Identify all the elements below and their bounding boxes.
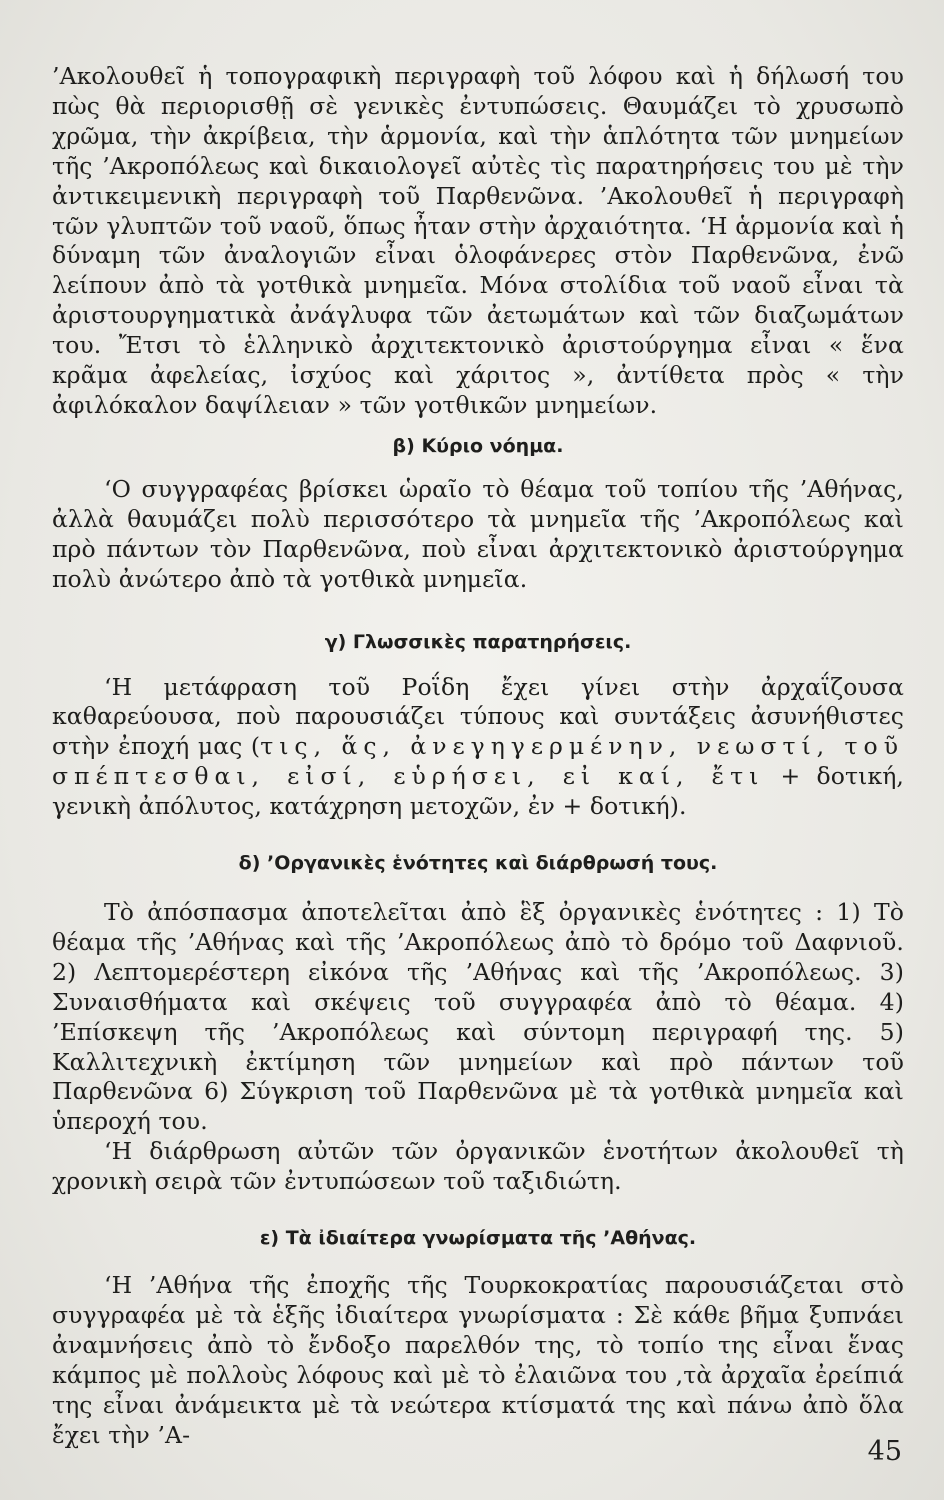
structure-paragraph: ‘Η διάρθρωση αὐτῶν τῶν ὀργανικῶν ἑνοτήτων ἀκολουθεῖ τὴ χρονικὴ σειρὰ τῶν ἐντυπώσεων τοῦ ταξιδιώτη. <box>52 1137 904 1196</box>
athens-features-paragraph: ‘Η ’Αθήνα τῆς ἐποχῆς τῆς Τουρκοκρατίας παρουσιάζεται στὸ συγγραφέα μὲ τὰ ἑξῆς ἰδιαίτερα γνωρίσματα : Σὲ κάθε βῆμα ξυπνάει ἀναμνήσεις ἀπὸ τὸ ἔνδοξο παρελθόν της, τὸ τοπίο της εἶναι ἕνας κάμπος μὲ πολλοὺς λόφους καὶ μὲ τὸ ἐλαιῶνα του ,τὰ ἀρχαῖα ἐρείπιά της εἶναι ἀνάμεικτα μὲ τὰ νεώτερα κτίσματά της καὶ πάνω ἀπὸ ὅλα ἔχει τὴν ’Α- <box>52 1271 904 1449</box>
main-idea-paragraph: ‘Ο συγγραφέας βρίσκει ὡραῖο τὸ θέαμα τοῦ τοπίου τῆς ’Αθήνας, ἀλλὰ θαυμάζει πολὺ περισσότερο τὰ μνημεῖα τῆς ’Ακροπόλεως καὶ πρὸ πάντων τὸν Παρθενῶνα, ποὺ εἶναι ἀρχιτεκτονικὸ ἀριστούργημα πολὺ ἀνώτερο ἀπὸ τὰ γοτθικὰ μνημεῖα. <box>52 474 904 593</box>
language-notes-text-start: ‘Η μετάφραση τοῦ Ροΐδη ἔχει γίνει στὴν ἀρχαΐζουσα καθαρεύουσα, ποὺ παρουσιάζει τύπους καὶ συντάξεις ἀσυνήθιστες στὴν ἐποχή μας ( <box>52 672 904 761</box>
section-heading-main-idea: β) Κύριο νόημα. <box>392 434 564 457</box>
intro-paragraph: ’Ακολουθεῖ ἡ τοπογραφικὴ περιγραφὴ τοῦ λόφου καὶ ἡ δήλωσή του πὼς θὰ περιορισθῇ σὲ γενικὲς ἐντυπώσεις. Θαυμάζει τὸ χρυσωπὸ χρῶμα, τὴν ἀκρίβεια, τὴν ἁρμονία, καὶ τὴν ἁπλότητα τῶν μνημείων τῆς ’Ακροπόλεως καὶ δικαιολογεῖ αὐτὲς τὶς παρατηρήσεις του μὲ τὴν ἀντικειμενικὴ περιγραφὴ τοῦ Παρθενῶνα. ’Ακολουθεῖ ἡ περιγραφὴ τῶν γλυπτῶν τοῦ ναοῦ, ὅπως ἦταν στὴν ἀρχαιότητα. ‘Η ἁρμονία καὶ ἡ δύναμη τῶν ἀναλογιῶν εἶναι ὁλοφάνερες στὸν Παρθενῶνα, ἐνῶ λείπουν ἀπὸ τὰ γοτθικὰ μνημεῖα. Μόνα στολίδια τοῦ ναοῦ εἶναι τὰ ἀριστουργηματικὰ ἀνάγλυφα τῶν ἀετωμάτων καὶ τῶν διαζωμάτων του. Ἔτσι τὸ ἑλληνικὸ ἀρχιτεκτονικὸ ἀριστούργημα εἶναι « ἕνα κρᾶμα ἀφελείας, ἰσχύος καὶ χάριτος », ἀντίθετα πρὸς « τὴν ἀφιλόκαλον δαψίλειαν » τῶν γοτθικῶν μνημείων. <box>52 62 904 419</box>
language-notes-spaced-words: τις, ἅς, ἀνεγηγερμένην, νεωστί, τοῦ σπέπτεσθαι, εἰσί, εὑρήσει, εἰ καί, ἔτι <box>52 732 904 791</box>
section-heading-language-notes: γ) Γλωσσικὲς παρατηρήσεις. <box>324 630 632 653</box>
section-heading-athens-features: ε) Τὰ ἰδιαίτερα γνωρίσματα τῆς ’Αθήνας. <box>259 1227 697 1250</box>
page-number: 45 <box>867 1436 902 1467</box>
language-notes-paragraph <box>52 673 904 823</box>
language-notes-text-end: + δοτική, γενικὴ ἀπόλυτος, κατάχρηση μετοχῶν, ἐν + δοτική). <box>52 762 904 821</box>
section-heading-organic-units: δ) ’Οργανικὲς ἑνότητες καὶ διάρθρωσή τους. <box>238 852 718 875</box>
organic-units-paragraph: Τὸ ἀπόσπασμα ἀποτελεῖται ἀπὸ ἓξ ὀργανικὲς ἑνότητες : 1) Τὸ θέαμα τῆς ’Αθήνας καὶ τῆς ’Ακροπόλεως ἀπὸ τὸ δρόμο τοῦ Δαφνιοῦ. 2) Λεπτομερέστερη εἰκόνα τῆς ’Αθήνας καὶ τῆς ’Ακροπόλεως. 3) Συναισθήματα καὶ σκέψεις τοῦ συγγραφέα ἀπὸ τὸ θέαμα. 4) ’Επίσκεψη τῆς ’Ακροπόλεως καὶ σύντομη περιγραφή της. 5) Καλλιτεχνικὴ ἐκτίμηση τῶν μνημείων καὶ πρὸ πάντων τοῦ Παρθενῶνα 6) Σύγκριση τοῦ Παρθενῶνα μὲ τὰ γοτθικὰ μνημεῖα καὶ ὑπεροχή του. <box>52 898 904 1136</box>
